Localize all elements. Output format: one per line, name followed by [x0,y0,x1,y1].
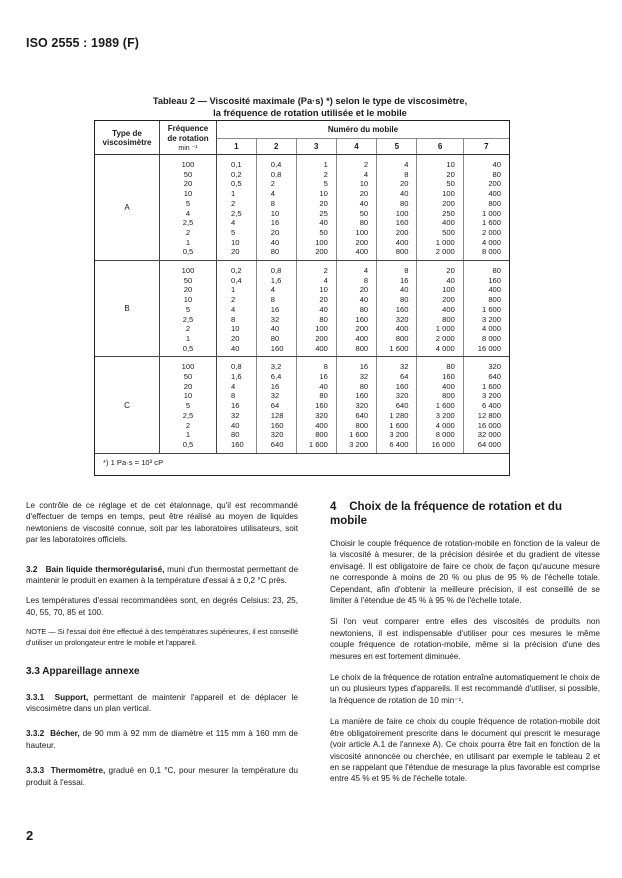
viscosity-value: 128 [270,410,284,420]
viscosity-value: 20 [231,247,240,257]
viscosity-value: 0,8 [270,169,282,179]
viscosity-value: 64 [399,372,409,382]
mobile-number-header: 4 [336,139,376,155]
viscosity-value: 50 [446,179,455,189]
viscosity-value: 2 000 [481,227,501,237]
section-3-3-2: 3.3.2 Bécher, de 90 mm à 92 mm de diamètre et 115 mm à 160 mm de hauteur. [26,729,298,750]
viscosity-value: 8 000 [435,430,455,440]
viscosity-value: 1 280 [389,410,409,420]
viscosity-cell [296,155,336,261]
mobile-number-header: 1 [217,139,257,155]
viscosity-value: 80 [492,169,501,179]
header-frequency: Fréquence de rotation min ⁻¹ [160,121,217,155]
viscosity-value: 160 [270,343,284,353]
viscosity-value: 200 [395,227,409,237]
viscosity-value: 3 200 [389,430,409,440]
viscosity-value: 640 [488,372,501,382]
viscosity-value: 16 [270,381,280,391]
viscosity-value: 400 [395,237,409,247]
viscosity-value: 320 [488,362,501,372]
viscosity-value: 40 [270,237,280,247]
viscosity-value: 8 000 [481,333,501,343]
viscosity-value: 4 [231,218,236,228]
viscosity-cell [296,261,336,357]
viscosity-value: 0,8 [231,362,242,372]
viscosity-value: 400 [488,285,501,295]
section-3-2: 3.2 Bain liquide thermorégularisé, muni d'un thermostat permettant de maintenir le produit en examen à la température d'essai à ± 0,2 °C près. [26,564,299,586]
viscosity-value: 640 [270,439,284,449]
viscosity-value: 800 [488,295,501,305]
section-3-3-1: 3.3.1 Support, permettant de maintenir l'appareil et de déplacer le viscosimètre dans un plan vertical. [26,692,298,714]
viscosity-value: 12 800 [477,410,501,420]
viscosity-value: 1 600 [481,218,501,228]
viscometer-type: C [95,357,160,453]
viscosity-value: 200 [355,237,369,247]
viscosity-value: 1 000 [435,324,455,334]
viscosity-value: 800 [442,391,455,401]
viscosity-value: 400 [315,420,328,430]
mobile-number-header: 2 [256,139,296,155]
frequency-value: 0,5 [182,439,194,449]
viscosity-value: 80 [399,295,409,305]
viscosity-value: 5 [323,179,328,189]
viscosity-value: 32 [270,391,280,401]
frequency-value: 50 [183,275,193,285]
viscosity-value: 10 [319,285,328,295]
viscosity-value: 20 [399,179,409,189]
viscosity-value: 640 [355,410,369,420]
viscosity-value: 32 [270,314,280,324]
viscosity-value: 200 [355,324,369,334]
viscosity-value: 80 [359,381,369,391]
viscosity-value: 320 [395,314,409,324]
viscosity-value: 800 [355,343,369,353]
viscosity-value: 16 000 [477,420,501,430]
viscosity-cell [336,261,376,357]
viscosity-value: 8 [363,275,369,285]
viscosity-value: 6,4 [270,372,282,382]
frequency-value: 10 [183,295,193,305]
viscosity-value: 320 [355,401,369,411]
viscosity-value: 20 [270,227,280,237]
viscosity-value: 1,6 [270,275,282,285]
viscosity-value: 4 [270,189,276,199]
table-caption-line2: la fréquence de rotation utilisée et le mobile [213,108,407,118]
viscosity-value: 40 [446,275,455,285]
viscosity-value: 4 [323,275,328,285]
frequency-value: 20 [183,179,193,189]
viscosity-value: 160 [355,314,369,324]
viscosity-cell [217,357,257,453]
viscosity-value: 4 [270,285,276,295]
viscosity-value: 16 [399,275,409,285]
frequency-value: 2 [185,324,191,334]
frequency-value: 2,5 [182,410,194,420]
viscosity-value: 100 [315,237,328,247]
table-row-group [95,261,509,357]
section-4-paragraph-1: Choisir le couple fréquence de rotation-mobile en fonction de la valeur de la viscosité à mesurer, de la précision désirée et du gradient de vitesse envisagé. Il est obligatoire de faire ce choix de façon qu'aucune mesure ne corresponde à moins de 20 % ou plus de 95 % de l'échelle totale. Cependant, afin d'obtenir la meilleure précision, il est conseillé de se limiter à l'étendue de 45 % à 95 % de l'échelle totale. [330,539,600,606]
viscosity-value: 80 [319,391,328,401]
frequency-value: 100 [181,160,195,169]
viscosity-table [94,120,510,476]
viscosity-value: 80 [492,266,501,276]
frequency-value: 0,5 [182,343,194,353]
viscosity-value: 80 [319,314,328,324]
viscosity-value: 400 [395,324,409,334]
viscosity-value: 2 [270,179,276,189]
viscosity-value: 160 [231,439,244,449]
viscosity-value: 2 [231,295,236,305]
viscosity-cell [217,155,257,261]
frequency-value: 50 [183,372,193,382]
mobile-number-header: 7 [463,139,509,155]
viscosity-value: 32 [399,362,409,372]
viscosity-value: 3 200 [435,410,455,420]
viscosity-value: 800 [395,247,409,257]
viscosity-value: 32 000 [477,430,501,440]
mobile-number-header: 3 [296,139,336,155]
viscosity-value: 10 [270,208,280,218]
viscosity-value: 4 [363,169,369,179]
test-temperatures-paragraph: Les températures d'essai recommandées sont, en degrés Celsius: 23, 25, 40, 55, 70, 85 et 100. [26,596,298,617]
viscosity-value: 400 [488,189,501,199]
viscosity-value: 800 [488,198,501,208]
viscosity-value: 4 [404,160,409,169]
viscosity-value: 50 [359,208,369,218]
viscosity-value: 800 [395,333,409,343]
viscosity-value: 8 [323,362,328,372]
section-4-paragraph-2: Si l'on veut comparer entre elles des viscosités de produits non newtoniens, il est indispensable d'utiliser pour ces mesures le même couple fréquence de rotation-mobile, même si la précision d'une des mesures en est fortement diminuée. [330,617,600,661]
viscosity-value: 1 [231,285,236,295]
viscosity-value: 40 [359,198,369,208]
viscosity-value: 10 [359,179,369,189]
viscosity-value: 8 [404,266,409,276]
viscosity-value: 160 [315,401,328,411]
frequency-value: 0,5 [182,247,194,257]
document-header: ISO 2555 : 1989 (F) [26,36,140,50]
mobile-number-header: 6 [417,139,463,155]
frequency-value: 10 [183,189,193,199]
viscosity-value: 400 [355,333,369,343]
viscosity-value: 4 [363,266,369,276]
viscosity-value: 160 [395,218,409,228]
section-3-3-heading: 3.3 Appareillage annexe [26,666,140,678]
frequency-value: 2 [185,227,191,237]
viscosity-cell [256,261,296,357]
viscosity-value: 1,6 [231,372,242,382]
frequency-value: 1 [185,333,191,343]
viscosity-value: 3 200 [349,439,369,449]
viscosity-value: 1 000 [481,208,501,218]
viscosity-value: 1 600 [389,343,409,353]
viscosity-value: 0,4 [270,160,282,169]
viscosity-value: 8 000 [481,247,501,257]
viscosity-value: 400 [442,218,455,228]
frequency-value: 5 [185,304,191,314]
viscosity-cell [336,357,376,453]
frequency-value: 20 [183,285,193,295]
viscosity-value: 500 [442,227,455,237]
viscosity-value: 4 000 [435,420,455,430]
viscosity-value: 1 600 [481,381,501,391]
viscosity-value: 4 000 [481,237,501,247]
viscosity-value: 20 [359,285,369,295]
viscosity-value: 1 [323,160,328,169]
viscosity-value: 800 [355,420,369,430]
viscosity-value: 16 000 [477,343,501,353]
viscosity-value: 4 [231,304,236,314]
viscosity-value: 25 [319,208,328,218]
viscosity-value: 0,2 [231,169,242,179]
frequency-value: 5 [185,198,191,208]
viscosity-value: 1 600 [435,401,455,411]
right-column [330,500,600,785]
viscosity-value: 8 [231,391,236,401]
viscosity-value: 200 [442,295,455,305]
viscosity-value: 320 [270,430,284,440]
viscosity-value: 800 [442,314,455,324]
viscosity-value: 5 [231,227,236,237]
viscosity-value: 50 [319,227,328,237]
viscosity-cell [463,155,509,261]
viscosity-value: 2 000 [435,247,455,257]
viscosity-value: 3 200 [481,391,501,401]
frequency-value: 4 [185,208,191,218]
viscosity-value: 8 [270,295,276,305]
viscosity-value: 4 000 [481,324,501,334]
mobile-number-header: 5 [377,139,417,155]
table-footnote: *) 1 Pa·s = 10³ cP [103,457,164,467]
frequency-value: 1 [185,237,191,247]
viscosity-value: 20 [319,295,328,305]
viscosity-cell [256,357,296,453]
viscosity-value: 10 [446,160,455,169]
viscosity-cell [417,261,463,357]
viscosity-value: 3,2 [270,362,282,372]
viscosity-value: 40 [270,324,280,334]
viscosity-value: 8 [231,314,236,324]
viscosity-value: 1 600 [481,304,501,314]
frequency-cell [160,261,217,357]
viscosity-value: 0,5 [231,179,242,189]
viscosity-value: 2 [231,198,236,208]
viscosity-value: 400 [442,381,455,391]
viscosity-value: 4 000 [435,343,455,353]
section-4-paragraph-4: La manière de faire ce choix du couple fréquence de rotation-mobile doit être obligatoirement prescrite dans le document qui prescrit le mesurage (voir article A.1 de l'annexe A). Ce choix pourra être fait en fonction de la viscosité annoncée ou cherchée, en utilisant par exemple le tableau 2 et en se rappelant que l'étendue de mesurage la plus favorable est comprise entre 45 % et 95 % de l'échelle totale. [330,717,600,784]
table-row-group [95,357,509,453]
viscosity-value: 40 [399,285,409,295]
viscosity-value: 2 [323,169,328,179]
frequency-value: 2,5 [182,218,194,228]
left-column [26,500,298,788]
note-paragraph: NOTE — Si l'essai doit être effectué à des températures supérieures, il est conseillé d'utiliser un prolongateur entre le mobile et l'appareil. [26,627,298,647]
viscosity-value: 200 [488,179,501,189]
frequency-value: 5 [185,401,191,411]
viscosity-value: 100 [315,324,328,334]
viscosity-value: 200 [442,198,455,208]
viscosity-value: 0,2 [231,266,242,276]
page-number: 2 [26,828,34,843]
viscosity-value: 16 [270,218,280,228]
viscosity-value: 100 [395,208,409,218]
viscosity-value: 20 [319,198,328,208]
viscosity-value: 1 [231,189,236,199]
viscometer-type: A [95,155,160,261]
viscosity-value: 200 [315,333,328,343]
viscosity-value: 80 [270,247,280,257]
viscosity-cell [377,261,417,357]
viscosity-value: 160 [355,391,369,401]
header-type: Type de viscosimètre [95,121,160,155]
viscosity-cell [377,155,417,261]
viscosity-value: 3 200 [481,314,501,324]
viscosity-cell [417,155,463,261]
viscosity-value: 4 [231,381,236,391]
frequency-value: 1 [185,430,191,440]
table-row-group [95,155,509,261]
viscosity-value: 8 [404,169,409,179]
viscosity-value: 6 400 [481,401,501,411]
viscosity-value: 160 [395,304,409,314]
viscosity-value: 40 [231,343,240,353]
viscosity-value: 250 [442,208,455,218]
viscosity-value: 20 [231,333,240,343]
viscosity-value: 40 [319,381,328,391]
viscosity-value: 400 [355,247,369,257]
viscosity-value: 0,1 [231,160,242,169]
viscosity-value: 64 000 [477,439,501,449]
viscosity-value: 40 [359,295,369,305]
viscosity-value: 8 [270,198,276,208]
viscosity-value: 40 [399,189,409,199]
viscosity-value: 40 [231,420,240,430]
viscosity-value: 1 600 [349,430,369,440]
viscosity-value: 64 [270,401,280,411]
viscosity-value: 40 [319,304,328,314]
viscosity-value: 200 [315,247,328,257]
frequency-value: 100 [181,362,195,372]
viscosity-value: 400 [442,304,455,314]
viscosity-value: 20 [446,169,455,179]
viscosity-value: 100 [355,227,369,237]
section-3-3-3: 3.3.3 Thermomètre, gradué en 0,1 °C, pour mesurer la température du produit à l'essai. [26,766,298,787]
frequency-value: 10 [183,391,193,401]
viscosity-value: 800 [315,430,328,440]
viscosity-cell [463,261,509,357]
viscosity-value: 6 400 [389,439,409,449]
viscosity-value: 40 [319,218,328,228]
viscosity-value: 20 [446,266,455,276]
viscosity-cell [377,357,417,453]
viscosity-cell [417,357,463,453]
frequency-value: 100 [181,266,195,276]
viscosity-value: 100 [442,189,455,199]
viscosity-value: 0,8 [270,266,282,276]
frequency-cell [160,357,217,453]
viscometer-type: B [95,261,160,357]
viscosity-value: 2 [323,266,328,276]
viscosity-value: 16 [270,304,280,314]
viscosity-value: 10 [319,189,328,199]
viscosity-value: 40 [492,160,501,169]
viscosity-value: 80 [399,198,409,208]
frequency-value: 2 [185,420,191,430]
viscosity-value: 160 [270,420,284,430]
viscosity-value: 160 [395,381,409,391]
viscosity-value: 16 [319,372,328,382]
section-4-paragraph-3: Le choix de la fréquence de rotation entraîne automatiquement le choix de un ou plusieurs types d'appareils. Il est recommandé d'utiliser, si possible, la fréquence de rotation de 10 min⁻¹. [330,673,600,705]
viscosity-value: 0,4 [231,275,242,285]
calibration-paragraph: Le contrôle de ce réglage et de cet étalonnage, qu'il est recommandé d'effectuer de temps en temps, peut être réalisé au moyen de liquides newtoniens de viscosité connue, soit par les laboratoires utilisateurs, soit par les laboratoires officiels. [26,501,298,545]
viscosity-value: 80 [231,430,240,440]
viscosity-cell [336,155,376,261]
viscosity-cell [256,155,296,261]
table-caption [90,95,530,119]
viscosity-value: 320 [315,410,328,420]
viscosity-value: 2 [363,160,369,169]
viscosity-cell [217,261,257,357]
viscosity-value: 400 [315,343,328,353]
frequency-cell [160,155,217,261]
frequency-value: 50 [183,169,193,179]
header-mobile-number: Numéro du mobile [217,121,510,139]
viscosity-value: 320 [395,391,409,401]
viscosity-value: 80 [359,304,369,314]
viscosity-value: 1 600 [389,420,409,430]
frequency-value: 2,5 [182,314,194,324]
viscosity-value: 10 [231,237,240,247]
viscosity-value: 160 [488,275,501,285]
viscosity-value: 2,5 [231,208,242,218]
viscosity-value: 80 [359,218,369,228]
viscosity-value: 16 [359,362,369,372]
viscosity-value: 640 [395,401,409,411]
viscosity-value: 16 [231,401,240,411]
viscosity-value: 2 000 [435,333,455,343]
viscosity-value: 20 [359,189,369,199]
viscosity-value: 32 [359,372,369,382]
viscosity-value: 80 [446,362,455,372]
viscosity-value: 16 000 [431,439,455,449]
viscosity-value: 10 [231,324,240,334]
section-4-heading: 4 Choix de la fréquence de rotation et du mobile [330,501,562,527]
viscosity-cell [463,357,509,453]
viscosity-value: 1 600 [308,439,328,449]
viscosity-value: 32 [231,410,240,420]
table-caption-line1: Tableau 2 — Viscosité maximale (Pa·s) *) selon le type de viscosimètre, [152,96,468,106]
viscosity-value: 1 000 [435,237,455,247]
viscosity-value: 160 [442,372,455,382]
viscosity-value: 100 [442,285,455,295]
frequency-value: 20 [183,381,193,391]
viscosity-value: 80 [270,333,280,343]
viscosity-cell [296,357,336,453]
